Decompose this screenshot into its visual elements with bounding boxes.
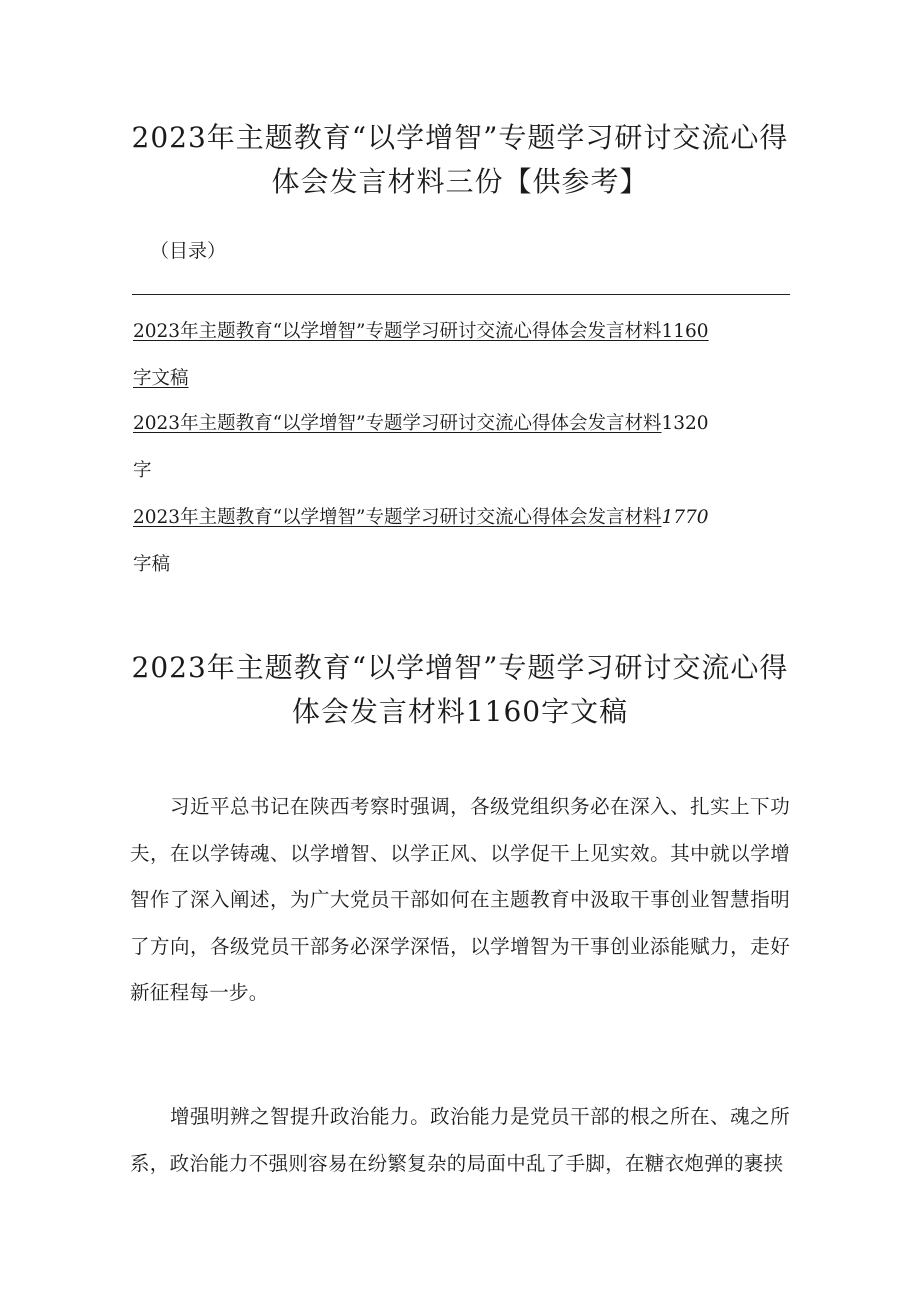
toc-entry-3-link[interactable]: 2023年主题教育“以学增智”专题学习研讨交流心得体会发言材料 [133,507,662,528]
document-title [80,116,840,204]
document-title-line2: 体会发言材料三份【供参考】 [271,165,649,198]
toc-entry-2-tail: 字 [133,460,152,481]
section-title-line2: 体会发言材料1160字文稿 [291,695,629,728]
toc-entry-3-number: 1770 [661,507,709,528]
section-title [80,646,840,734]
toc-label: （目录） [150,240,227,262]
toc-entry-3-tail: 字稿 [133,554,171,575]
toc-divider [132,294,790,295]
toc-entry-1-tail[interactable]: 字文稿 [133,368,189,389]
toc-entry-2-number: 1320 [661,413,709,434]
section-title-line1: 2023年主题教育“以学增智”专题学习研讨交流心得 [131,651,789,684]
body-paragraph-2: 增强明辨之智提升政治能力。政治能力是党员干部的根之所在、魂之所系，政治能力不强则容易在纷繁复杂的局面中乱了手脚，在糖衣炮弹的裹挟 [130,1105,790,1175]
toc-entry-2-link[interactable]: 2023年主题教育“以学增智”专题学习研讨交流心得体会发言材料 [133,413,662,434]
toc-entry-1-link[interactable]: 2023年主题教育“以学增智”专题学习研讨交流心得体会发言材料1160 [133,321,709,342]
toc-entry-3[interactable] [133,494,793,588]
toc-entry-1[interactable] [133,308,793,402]
body-paragraph-1: 习近平总书记在陕西考察时强调，各级党组织务必在深入、扎实上下功夫，在以学铸魂、以学增智、以学正风、以学促干上见实效。其中就以学增智作了深入阐述，为广大党员干部如何在主题教育中汲取干事创业智慧指明了方向，各级党员干部务必深学深悟，以学增智为干事创业添能赋力，走好新征程每一步。 [130,795,790,1004]
document-title-line1: 2023年主题教育“以学增智”专题学习研讨交流心得 [131,121,789,154]
toc-entry-2[interactable] [133,400,793,494]
